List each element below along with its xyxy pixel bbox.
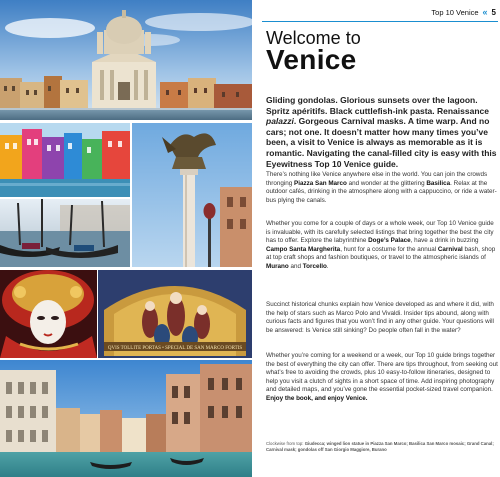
photo-grand-canal [0, 360, 252, 477]
page-separator-icon: « [482, 7, 488, 17]
mosaic-inscription: QVIS TOLLITE PORTAS • SPECIAL DE SAN MARCO FORTIS [107, 346, 243, 351]
photo-giudecca-church [0, 0, 252, 120]
photo-carnival-mask [0, 270, 97, 358]
body-paragraph-4: Whether you’re coming for a weekend or a week, our Top 10 guide brings together the best of everything the city can offer. There are tips throughout, from seeking out what’s free to avoiding the crowds, plus 10 easy-to-follow itineraries, designed to help you visit a clutch of sights in a short space of time. Add inspiring photography and detailed maps, and you’ve gone the essential pocket-sized travel companion. Enjoy the book, and enjoy Venice. [266, 352, 498, 402]
photo-caption: Clockwise from top: Giudecca; winged lion statue in Piazza San Marco; Basilica San Marco mosaic; Grand Canal; Carnival mask; gondolas off San Giorgio Maggiore, Burano [266, 441, 494, 452]
page-title: Venice [266, 44, 357, 75]
photo-basilica-mosaic [98, 270, 252, 358]
running-head [431, 7, 496, 17]
section-title: Top 10 Venice [431, 7, 479, 17]
body-paragraph-1: There’s nothing like Venice anywhere else in the world. You can join the crowds thronging Piazza San Marco and wonder at the glittering Basilica. Relax at the outdoor cafés, drinking in the atmosphere along with a cappuccino, or ride a water-bus plying the canals. [266, 171, 497, 204]
photo-gondolas [0, 199, 130, 267]
text-column [262, 0, 498, 477]
page-number: 5 [491, 7, 496, 17]
header-rule [262, 21, 498, 22]
body-paragraph-3: Succinct historical chunks explain how Venice developed as and where it did, with the help of stars such as Marco Polo and Vivaldi. Insider tips abound, along with curious facts and figures that you won’t find in any other guide. Your questions will be answered: Is Venice still sinking? Do people often fall in the water? [266, 301, 494, 334]
body-paragraph-2: Whether you come for a couple of days or a whole week, our Top 10 Venice guide is invaluable, with its carefully selected listings that bring together the best the city has to offer. Explore the labyrinthine Doge’s Palace, have a drink in buzzing Campo Santa Margherita, hunt for a costume for the annual Carnival bash, shop at top craft shops and fashion boutiques, or travel to the atmospheric islands of Murano and Torcello. [266, 220, 496, 270]
lead-paragraph: Gliding gondolas. Glorious sunsets over the lagoon. Spritz apéritifs. Black cuttlefish-ink pasta. Renaissance palazzi. Gorgeous Carnival masks. A time warp. And no cars; not one. It doesn’t matter how many times you’ve been, a visit to Venice is always as memorable as it is romantic. Navigating the canal-filled city is easy with this Eyewitness Top 10 Venice guide. [266, 95, 497, 169]
photo-burano-houses [0, 123, 130, 197]
welcome-kicker: Welcome to [266, 28, 361, 48]
photo-winged-lion [132, 123, 252, 267]
